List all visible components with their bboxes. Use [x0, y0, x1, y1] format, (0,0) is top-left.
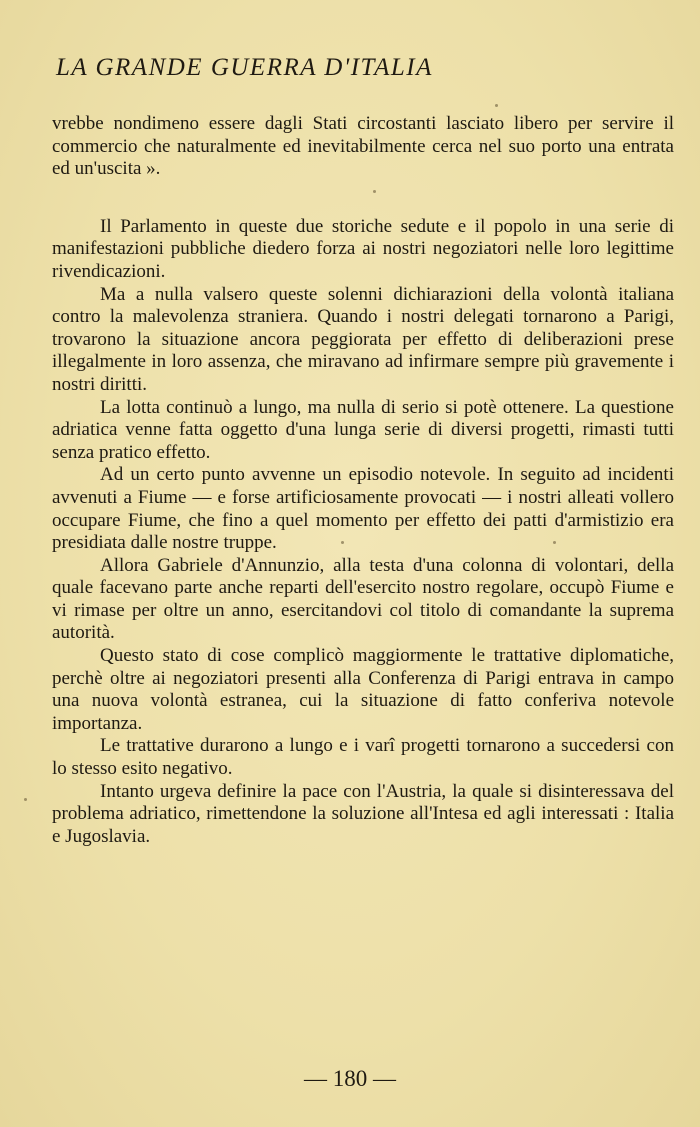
paragraph: Intanto urgeva definire la pace con l'Austria, la quale si disinteressava del problema adriatico, rimettendone la soluzione all'Intesa ed agli interessati : Italia e Jugoslavia.	[52, 780, 674, 847]
paragraph: Questo stato di cose complicò maggiormente le trattative diplomatiche, perchè oltre ai negoziatori presenti alla Conferenza di Parigi entrava in campo una nuova volontà estranea, cui la situazione di fatto conferiva notevole importanza.	[52, 645, 674, 734]
paper-speck	[495, 104, 498, 107]
paragraph: La lotta continuò a lungo, ma nulla di serio si potè ottenere. La questione adriatica venne fatta oggetto d'una lunga serie di diversi progetti, rimasti tutti senza pratico effetto.	[52, 396, 674, 463]
paper-speck	[341, 541, 344, 544]
paper-speck	[553, 541, 556, 544]
running-head: LA GRANDE GUERRA D'ITALIA	[56, 54, 433, 81]
paragraph: Ma a nulla valsero queste solenni dichiarazioni della volontà italiana contro la malevolenza straniera. Quando i nostri delegati tornarono a Parigi, trovarono la situazione ancora peggiorata per effetto di deliberazioni prese illegalmente in loro assenza, che miravano ad infirmare sempre più gravemente i nostri diritti.	[52, 283, 674, 395]
paragraph: vrebbe nondimeno essere dagli Stati circostanti lasciato libero per servire il commercio che naturalmente ed inevitabilmente cerca nel suo porto una entrata ed un'uscita ».	[52, 113, 674, 180]
paragraph: Ad un certo punto avvenne un episodio notevole. In seguito ad incidenti avvenuti a Fiume — e forse artificiosamente provocati — i nostri alleati vollero occupare Fiume, che fino a quel momento per effetto dei patti d'armistizio era presidiata dalle nostre truppe.	[52, 464, 674, 554]
paragraph: Le trattative durarono a lungo e i varî progetti tornarono a succedersi con lo stesso esito negativo.	[52, 735, 674, 780]
page-number: — 180 —	[304, 1066, 396, 1091]
paper-speck	[24, 798, 27, 801]
body-text	[52, 113, 674, 848]
paragraph: Il Parlamento in queste due storiche sedute e il popolo in una serie di manifestazioni pubbliche diedero forza ai nostri negoziatori nelle loro legittime rivendicazioni.	[52, 215, 674, 282]
paragraph: Allora Gabriele d'Annunzio, alla testa d'una colonna di volontari, della quale facevano parte anche reparti dell'esercito nostro regolare, occupò Fiume e vi rimase per oltre un anno, esercitandovi col titolo di comandante la suprema autorità.	[52, 554, 674, 644]
paper-speck	[373, 190, 376, 193]
